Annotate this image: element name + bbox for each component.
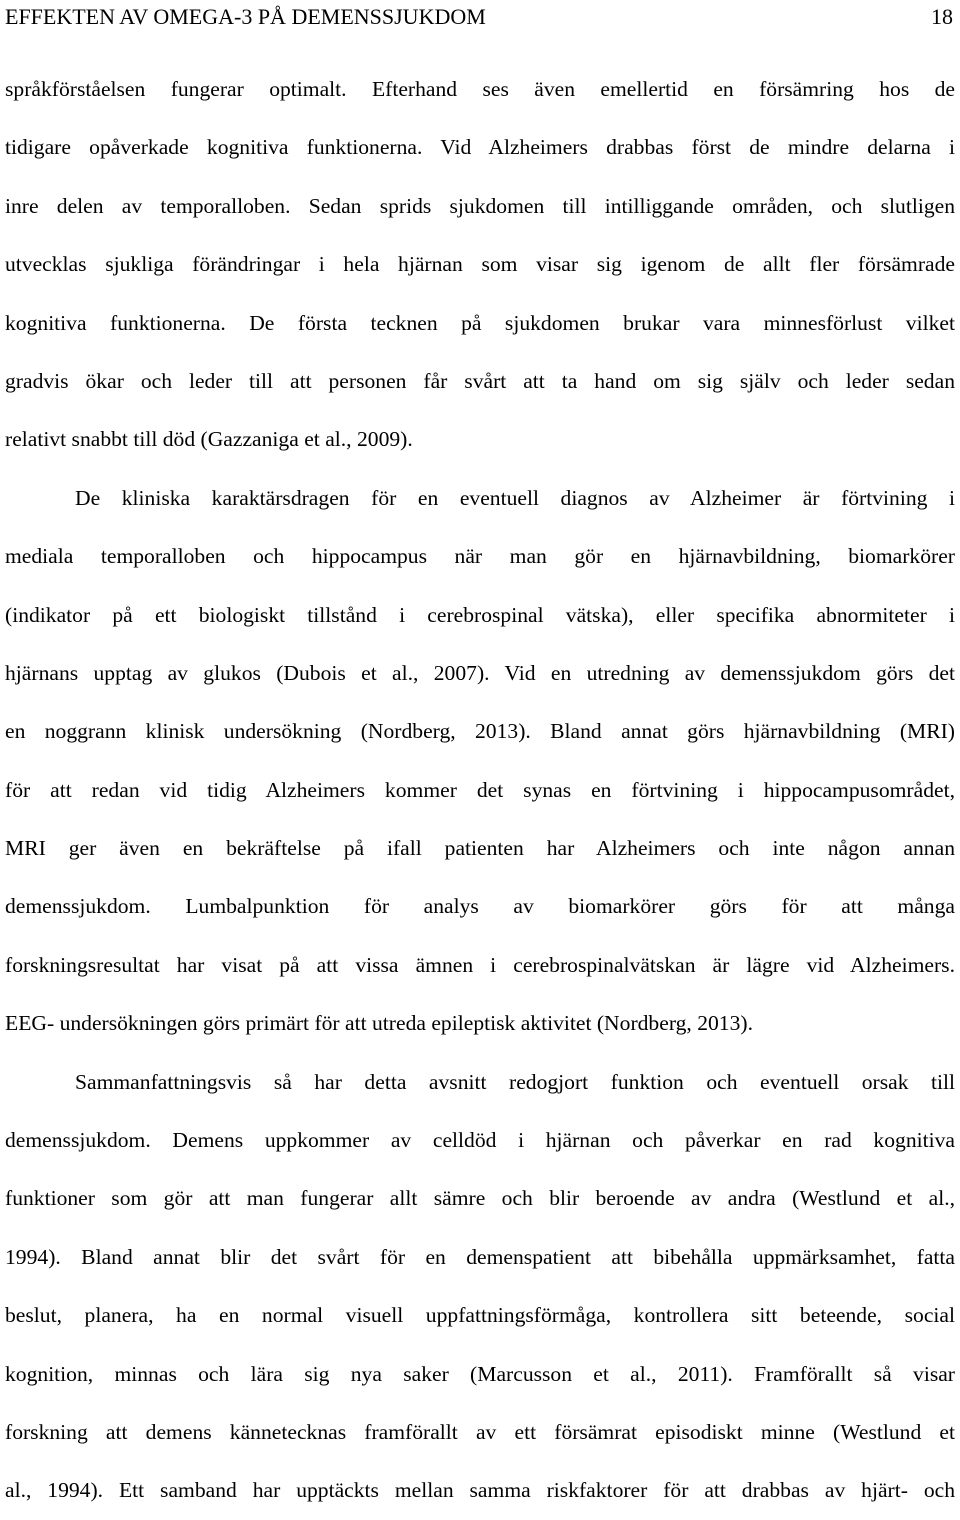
body-text <box>5 60 955 1520</box>
text-line: kognition, minnas och lära sig nya saker (Marcusson et al., 2011). Framförallt så visar <box>5 1361 955 1386</box>
text-line: gradvis ökar och leder till att personen får svårt att ta hand om sig själv och leder sedan <box>5 368 955 393</box>
text-line: MRI ger även en bekräftelse på ifall patienten har Alzheimers och inte någon annan <box>5 836 955 861</box>
text-line: utvecklas sjukliga förändringar i hela hjärnan som visar sig igenom de allt fler försämrade <box>5 252 955 277</box>
text-line: forskningsresultat har visat på att vissa ämnen i cerebrospinalvätskan är lägre vid Alzheimers. <box>5 952 955 977</box>
text-line: De kliniska karaktärsdragen för en eventuell diagnos av Alzheimer är förtvining i <box>75 485 955 510</box>
page-number: 18 <box>931 4 953 29</box>
text-line: tidigare opåverkade kognitiva funktionerna. Vid Alzheimers drabbas först de mindre delarna i <box>5 135 955 160</box>
text-line: al., 1994). Ett samband har upptäckts mellan samma riskfaktorer för att drabbas av hjärt- och <box>5 1478 955 1503</box>
paragraph <box>5 469 955 1053</box>
text-line: för att redan vid tidig Alzheimers kommer det synas en förtvining i hippocampusområdet, <box>5 777 955 802</box>
text-line: 1994). Bland annat blir det svårt för en demenspatient att bibehålla uppmärksamhet, fatta <box>5 1244 955 1269</box>
text-line: EEG- undersökningen görs primärt för att utreda epileptisk aktivitet (Nordberg, 2013). <box>5 1011 753 1036</box>
paragraph <box>5 60 955 469</box>
text-line: funktioner som gör att man fungerar allt sämre och blir beroende av andra (Westlund et al., <box>5 1186 955 1211</box>
header-title: EFFEKTEN AV OMEGA-3 PÅ DEMENSSJUKDOM <box>5 4 486 29</box>
text-line: (indikator på ett biologiskt tillstånd i cerebrospinal vätska), eller specifika abnormiteter i <box>5 602 955 627</box>
text-line: hjärnans upptag av glukos (Dubois et al., 2007). Vid en utredning av demenssjukdom görs det <box>5 660 955 685</box>
text-line: inre delen av temporalloben. Sedan sprids sjukdomen till intilliggande områden, och slutligen <box>5 193 955 218</box>
text-line: en noggrann klinisk undersökning (Nordberg, 2013). Bland annat görs hjärnavbildning (MRI) <box>5 719 955 744</box>
text-line: beslut, planera, ha en normal visuell uppfattningsförmåga, kontrollera sitt beteende, social <box>5 1303 955 1328</box>
text-line: forskning att demens kännetecknas framförallt av ett försämrat episodiskt minne (Westlund et <box>5 1419 955 1444</box>
text-line: demenssjukdom. Lumbalpunktion för analys av biomarkörer görs för att många <box>5 894 955 919</box>
text-line: mediala temporalloben och hippocampus när man gör en hjärnavbildning, biomarkörer <box>5 544 955 569</box>
running-header <box>5 2 953 32</box>
text-line: språkförståelsen fungerar optimalt. Efterhand ses även emellertid en försämring hos de <box>5 77 955 101</box>
text-line: demenssjukdom. Demens uppkommer av celldöd i hjärnan och påverkar en rad kognitiva <box>5 1128 955 1153</box>
paragraph <box>5 1053 955 1520</box>
text-line: Sammanfattningsvis så har detta avsnitt redogjort funktion och eventuell orsak till <box>75 1069 955 1094</box>
text-line: kognitiva funktionerna. De första tecknen på sjukdomen brukar vara minnesförlust vilket <box>5 310 955 335</box>
text-line: relativt snabbt till död (Gazzaniga et al., 2009). <box>5 427 413 452</box>
